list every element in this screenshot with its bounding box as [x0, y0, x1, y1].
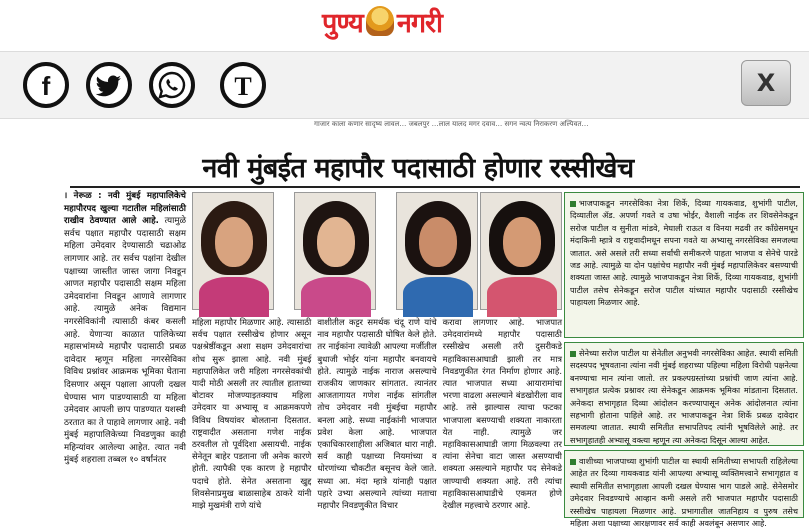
article-column-3: वाशीतील कट्टर समर्थक चंदू राणे यांचे नाव महापौर पदासाठी घोषित केले होते. तर नाईकांना त्यावेळी आपल्या मर्जीतील बुधाजी भोईर यांना महापौर बनवायचे होते. त्यामुळे नाईक नाराज असल्याचे राजकीय जाणकार सांगतात. त्यानंतर आजतागायत गणेश नाईक सांगतील तोच उमेदवार नवी मुंबईचा महापौर बनला आहे. सध्या नाईकांनी भाजपात प्रवेश केला आहे. भाजपात एकाधिकारशाहीला अजिबात थारा नाही. सर्व काही पक्षाच्या नियमांच्या व धोरणांच्या चौकटीत बसूनच केले जाते. सध्या आ. मंदा म्हात्रे यांनाही पक्षात पहारे उभ्या असल्याने त्यांच्या मताचा महापौर निवडणुकीत विचार — [317, 317, 437, 511]
face-shape — [503, 217, 541, 267]
article-headline: नवी मुंबईत महापौर पदासाठी होणार रस्सीखेच — [202, 153, 634, 184]
logo-text-right: नगरी — [396, 7, 443, 39]
cut-off-text-line: गाजार काला कणार सादृष्य लावल… जबलपुर …लाल यालद मगर दवाव… सगन न्वत्य निराकरण अल्पिवत… — [314, 120, 589, 128]
sidebar-box-3-text: वाशीच्या भाजपाच्या शुभांगी पाटील या स्थायी समितीच्या सभापती राहिलेल्या आहेत तर दिव्या गायकवाड यांनी आपल्या अभ्यासू व्यक्तिमत्त्वाने सभागृहात व स्थायी समितीत सभागृहाला आपली दखल घेण्यास भाग पाडले आहे. सेनेसमोर उमेदवार निवडण्याचे आव्हान कमी असले तरी भाजपात महापौर पदासाठी रस्सीखेच पाहायला मिळणार आहे. प्रभागातील जातनिहाय व पुरुष तसेच महिला अशा पक्षाच्या आरक्षणावर सर्व काही अवलंबून असणार आहे. — [570, 456, 798, 529]
news-clipping — [64, 120, 809, 529]
whatsapp-share-button[interactable] — [149, 62, 195, 108]
whatsapp-icon — [156, 69, 188, 101]
svg-text:f: f — [41, 71, 51, 101]
close-icon: X — [756, 69, 776, 97]
twitter-share-button[interactable] — [86, 62, 132, 108]
close-button[interactable] — [741, 60, 791, 106]
deity-emblem-icon — [366, 6, 394, 36]
masthead — [0, 0, 809, 42]
candidate-photo-1 — [192, 192, 274, 310]
article-column-2: महिला महापौर मिळणार आहे. त्यासाठी सर्वच पक्षात रस्सीखेच होणार असून पक्षश्रेष्ठींकडून अशा सक्षम उमेदवारांचा शोध सुरू झाला आहे. नवी मुंबई महापालिकेत जरी महिला नगरसेवकांची यादी मोठी असली तर त्यातील हाताच्या बोटावर मोजण्याइतक्याच महिला उमेदवार या अभ्यासू व आक्रमकपणे विविध विषयांवर बोलताना दिसतात. राष्ट्रवादीत असताना गणेश नाईक ठरवतील तो पूर्वदिशा असायची. नाईक सेनेतून बाहेर पडताना जी अनेक कारणे होती. त्यापैकी एक कारण हे महापौर पदाचे होते. सेनेत असताना खुद्द शिवसेनाप्रमुख बाळासाहेब ठाकरे यांनी माझे मुखमंत्री राणे यांचे — [192, 317, 312, 511]
article-column-4: करावा लागणार आहे. भाजपात उमेदवारांमध्ये महापौर पदासाठी रस्सीखेच असली तरी दुसरीकडे महाविकासआघाडी झाली तर मात्र निवडणुकीत रंगत निर्माण होणार आहे. त्यात भाजपात सध्या आयारामांचा भरणा वाढला असल्याने बंडखोरीला वाव आहे. तसे झाल्यास त्याचा फटका भाजपाला बसण्याची शक्यता नाकारता येत नाही. त्यामुळे जर महाविकासआघाडी जागा मिळवल्या तर त्यांना सेनेचा वाटा जास्त असण्याची शक्यता असल्याने महापौर पद सेनेकडे जाण्याची शक्यता आहे. तरी त्यांचा महाविकासआघाडीचे एकमत होणे देखील महत्त्वाचे ठरणार आहे. — [442, 317, 562, 511]
headline-divider — [70, 186, 800, 188]
facebook-share-button[interactable] — [23, 62, 69, 108]
article-middle-columns — [192, 316, 562, 520]
candidate-photo-2 — [294, 192, 376, 310]
face-shape — [215, 217, 253, 267]
logo-text-left: पुण्य — [322, 7, 363, 39]
article-left-body: त्यामुळे सर्वच पक्षात महापौर पदासाठी सक्षम महिला उमेदवार देण्यासाठी चढाओढ लागणार आहे. तर सर्वच पक्षांना देखील पक्षाच्या जास्तीत जास्त जागा निवडून आणत महापौर पदासाठी सक्षम महिला उमेदवारांना निवडून आणावे लागणार आहे. त्यामुळे अनेक विद्यमान नगरसेविकांनी त्यासाठी कंबर कसली आहे. येणाऱ्या काळात पालिकेच्या महासभांमध्ये महापौर पदासाठी प्रबळ दावेदार म्हणून महिला नगरसेविका विविध प्रश्नांवर आक्रमक भूमिका घेताना दिसणार असून पक्षाला आपली दखल घेण्यास भाग पाडण्यासाठी या महिला उमेदवार आपली छाप पाडण्यात यशस्वी ठरतात का ते पाहावे लागणार आहे. नवी मुंबई महापालिकेच्या निवडणुका काही महिन्यांवर आलेल्या आहेत. त्यात नवी मुंबई शहराला तब्बल १० वर्षांनंतर — [64, 216, 187, 466]
clothing-shape — [199, 277, 269, 317]
sidebar-box-3 — [564, 450, 804, 529]
sidebar-box-2-text: सेनेच्या सरोज पाटील या सेनेतील अनुभवी नगरसेविका आहेत. स्थायी समिती सदस्यपद भूषवताना त्यांना नवी मुंबई शहराच्या पहिल्या महिला विरोधी पक्षनेत्या बनण्याचा मान त्यांना जातो. तर प्रकल्पग्रस्तांच्या प्रश्नांची जाण त्यांना आहे. सभागृहात प्रत्येक प्रश्नावर त्या सेनेकडून आक्रमक भूमिका मांडताना दिसतात. अनेकदा सभागृहात दिव्या आंदोलन करण्यापासून अनेक आंदोलनात त्यांना सहभागी होताना पाहिले आहे. तर भाजपाकडून नेत्रा शिर्के प्रबळ दावेदार समजल्या जातात. स्थायी समितीत सभापतिपद त्यांनी भूषविलेले आहे. तर सभागृहातही अभ्यासू वक्त्या म्हणून त्या अनेकदा दिसून आल्या आहेत. — [570, 348, 798, 445]
sidebar-box-2 — [564, 342, 804, 446]
sidebar-box-1 — [564, 192, 804, 338]
article-lead: । नेरूळ : नवी मुंबई महापालिकेचे महापौरपद खुल्या गटातील महिलांसाठी राखीव ठेवण्यात आले आहे. — [64, 191, 186, 227]
sidebar-box-1-text: भाजपाकडून नगरसेविका नेत्रा शिर्के, दिव्या गायकवाड, शुभांगी पाटील, दिव्यातील ॲड. अपर्णा गवते व उषा भोईर, वैशाली नाईक तर शिवसेनेकडून सरोज पाटील व सुनीता मांडवे, मेघाली राऊत व विनया मढवी तर काँग्रेसमधून मंदाकिनी म्हात्रे व राष्ट्रवादीमधून सपना गवते या अभ्यासू नगरसेविका समजल्या जातात. असे असले तरी सध्या सर्वांची समीकरणे पाहता भाजपा व सेनेचे पारडे जड आहे. त्यामुळे या दोन पक्षांचेच महापौर नवी मुंबई महापालिकेवर बसण्याची शक्यता जास्त आहे. त्यामुळे भाजपाकडून नेत्रा शिर्के, दिव्या गायकवाड, शुभांगी पाटील तसेच सेनेकडून सरोज पाटील यांच्यात महापौर पदासाठी रस्सीखेच पाहायला मिळणार आहे. — [570, 198, 798, 308]
newspaper-logo[interactable] — [322, 4, 442, 38]
candidate-photo-3 — [396, 192, 478, 310]
svg-text:T: T — [234, 72, 252, 101]
share-bar — [0, 51, 809, 119]
clothing-shape — [301, 277, 371, 317]
twitter-bird-icon — [94, 70, 124, 100]
article-left-column — [64, 190, 186, 520]
bullet-square-icon — [570, 351, 576, 357]
facebook-icon — [31, 70, 61, 100]
face-shape — [317, 217, 355, 267]
text-size-button[interactable] — [220, 62, 266, 108]
bullet-square-icon — [570, 459, 576, 465]
clothing-shape — [403, 277, 473, 317]
candidates-sidebar — [564, 192, 804, 529]
clothing-shape — [487, 277, 557, 317]
bullet-square-icon — [570, 201, 576, 207]
text-size-icon — [228, 70, 258, 100]
face-shape — [419, 217, 457, 267]
candidate-photos — [192, 192, 562, 312]
candidate-photo-4 — [480, 192, 562, 310]
